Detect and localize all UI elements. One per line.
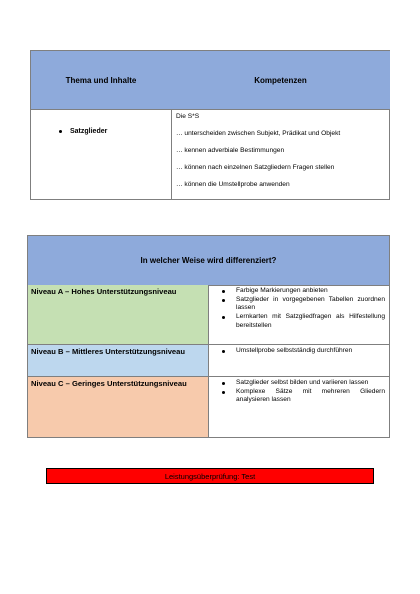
competency-item: … unterscheiden zwischen Subjekt, Prädikat und Objekt: [176, 130, 341, 137]
competency-item: … können nach einzelnen Satzgliedern Fragen stellen: [176, 164, 335, 171]
column-header-topics: Thema und Inhalte: [31, 51, 172, 110]
bullet-icon: [222, 316, 225, 319]
bullet-icon: [222, 350, 225, 353]
level-b-label: Niveau B – Mittleres Unterstützungsniveau: [28, 345, 209, 377]
level-c-label: Niveau C – Geringes Unterstützungsniveau: [28, 377, 209, 437]
topics-cell: [31, 109, 172, 200]
bullet-icon: [222, 290, 225, 293]
competency-table: [30, 50, 390, 200]
measure-item: Komplexe Sätze mit mehreren Gliedern analysieren lassen: [221, 388, 385, 405]
measure-item: Satzglieder in vorgegebenen Tabellen zuordnen lassen: [221, 296, 385, 313]
measure-item: Farbige Markierungen anbieten: [221, 287, 385, 295]
bullet-icon: [222, 391, 225, 394]
competency-item: … kennen adverbiale Bestimmungen: [176, 147, 285, 154]
topic-item: [59, 127, 107, 136]
differentiation-header: In welcher Weise wird differenziert?: [28, 236, 389, 286]
differentiation-table: [27, 235, 390, 438]
measure-item: Lernkarten mit Satzgliedfragen als Hilfestellung bereitstellen: [221, 313, 385, 330]
competencies-cell: [171, 109, 390, 200]
competencies-intro: Die S*S: [176, 113, 200, 120]
measure-item: Satzglieder selbst bilden und variieren lassen: [221, 379, 385, 387]
level-c-measures: [209, 377, 389, 437]
assessment-banner: Leistungsüberprüfung: Test: [46, 468, 374, 484]
level-a-measures: [209, 285, 389, 345]
level-b-measures: [209, 345, 389, 377]
bullet-icon: [222, 382, 225, 385]
competency-item: … können die Umstellprobe anwenden: [176, 181, 290, 188]
column-header-competencies: Kompetenzen: [171, 51, 390, 110]
bullet-icon: [59, 130, 62, 133]
measure-item: Umstellprobe selbstständig durchführen: [221, 347, 385, 355]
level-a-label: Niveau A – Hohes Unterstützungsniveau: [28, 285, 209, 345]
topic-label: Satzglieder: [70, 128, 108, 135]
bullet-icon: [222, 299, 225, 302]
